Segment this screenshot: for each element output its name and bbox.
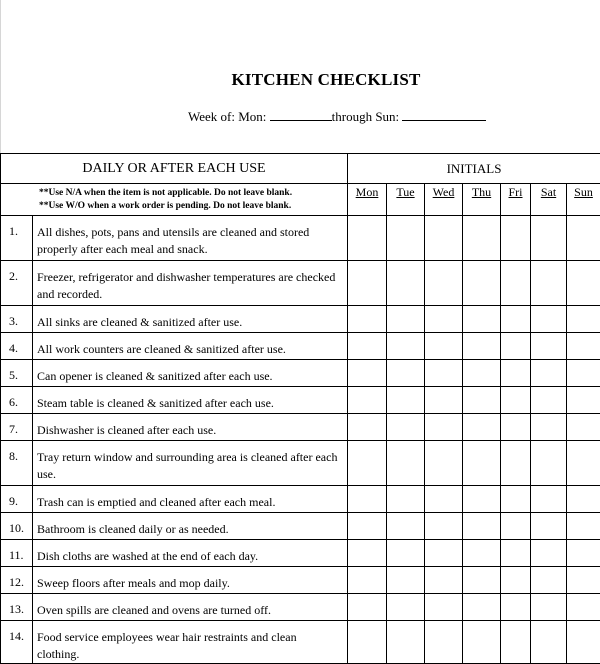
initials-cell-sun[interactable] bbox=[567, 333, 600, 360]
table-row bbox=[1, 216, 600, 261]
initials-cell-tue[interactable] bbox=[387, 540, 425, 567]
initials-cell-wed[interactable] bbox=[425, 306, 463, 333]
initials-cell-wed[interactable] bbox=[425, 621, 463, 664]
initials-cell-sat[interactable] bbox=[531, 594, 567, 621]
initials-cell-mon[interactable] bbox=[348, 216, 387, 261]
task-description: All work counters are cleaned & sanitized after use. bbox=[33, 333, 348, 360]
initials-cell-sun[interactable] bbox=[567, 621, 600, 664]
initials-cell-mon[interactable] bbox=[348, 387, 387, 414]
note-wo: **Use W/O when a work order is pending. Do not leave blank. bbox=[39, 200, 343, 213]
initials-cell-tue[interactable] bbox=[387, 387, 425, 414]
initials-cell-wed[interactable] bbox=[425, 486, 463, 513]
initials-cell-sat[interactable] bbox=[531, 360, 567, 387]
table-row bbox=[1, 333, 600, 360]
initials-cell-wed[interactable] bbox=[425, 567, 463, 594]
initials-cell-thu[interactable] bbox=[463, 621, 501, 664]
daily-header: DAILY OR AFTER EACH USE bbox=[1, 154, 348, 184]
initials-cell-sat[interactable] bbox=[531, 216, 567, 261]
initials-cell-tue[interactable] bbox=[387, 333, 425, 360]
day-header-wed: Wed bbox=[425, 184, 463, 216]
initials-cell-fri[interactable] bbox=[501, 486, 531, 513]
initials-cell-tue[interactable] bbox=[387, 594, 425, 621]
week-of-label: Week of: Mon: bbox=[188, 109, 266, 124]
initials-cell-sun[interactable] bbox=[567, 414, 600, 441]
initials-cell-sat[interactable] bbox=[531, 621, 567, 664]
initials-cell-sat[interactable] bbox=[531, 486, 567, 513]
initials-cell-thu[interactable] bbox=[463, 333, 501, 360]
row-number: 12. bbox=[1, 567, 33, 594]
note-na: **Use N/A when the item is not applicable. Do not leave blank. bbox=[39, 187, 343, 200]
initials-header: INITIALS bbox=[348, 154, 600, 184]
initials-cell-tue[interactable] bbox=[387, 621, 425, 664]
task-description: Freezer, refrigerator and dishwasher temperatures are checked and recorded. bbox=[33, 261, 348, 306]
initials-cell-fri[interactable] bbox=[501, 513, 531, 540]
table-row bbox=[1, 261, 600, 306]
table-row bbox=[1, 360, 600, 387]
initials-cell-tue[interactable] bbox=[387, 441, 425, 486]
initials-cell-sun[interactable] bbox=[567, 387, 600, 414]
initials-cell-thu[interactable] bbox=[463, 360, 501, 387]
initials-cell-sat[interactable] bbox=[531, 261, 567, 306]
initials-cell-fri[interactable] bbox=[501, 540, 531, 567]
initials-cell-thu[interactable] bbox=[463, 594, 501, 621]
task-description: Dishwasher is cleaned after each use. bbox=[33, 414, 348, 441]
row-number: 1. bbox=[1, 216, 33, 261]
initials-cell-mon[interactable] bbox=[348, 414, 387, 441]
initials-cell-fri[interactable] bbox=[501, 333, 531, 360]
task-description: Oven spills are cleaned and ovens are turned off. bbox=[33, 594, 348, 621]
row-number: 13. bbox=[1, 594, 33, 621]
initials-cell-fri[interactable] bbox=[501, 387, 531, 414]
initials-cell-sat[interactable] bbox=[531, 513, 567, 540]
initials-cell-sat[interactable] bbox=[531, 441, 567, 486]
row-number: 14. bbox=[1, 621, 33, 664]
row-number: 2. bbox=[1, 261, 33, 306]
initials-cell-tue[interactable] bbox=[387, 261, 425, 306]
table-row bbox=[1, 306, 600, 333]
task-description: Sweep floors after meals and mop daily. bbox=[33, 567, 348, 594]
initials-cell-fri[interactable] bbox=[501, 360, 531, 387]
task-description: All sinks are cleaned & sanitized after use. bbox=[33, 306, 348, 333]
through-label: through Sun: bbox=[332, 109, 400, 124]
initials-cell-mon[interactable] bbox=[348, 621, 387, 664]
table-row bbox=[1, 441, 600, 486]
initials-cell-thu[interactable] bbox=[463, 306, 501, 333]
initials-cell-mon[interactable] bbox=[348, 513, 387, 540]
initials-cell-mon[interactable] bbox=[348, 540, 387, 567]
initials-cell-mon[interactable] bbox=[348, 567, 387, 594]
day-header-sat: Sat bbox=[531, 184, 567, 216]
table-row bbox=[1, 594, 600, 621]
table-row bbox=[1, 513, 600, 540]
initials-cell-sat[interactable] bbox=[531, 306, 567, 333]
initials-cell-sun[interactable] bbox=[567, 360, 600, 387]
initials-cell-thu[interactable] bbox=[463, 567, 501, 594]
initials-cell-thu[interactable] bbox=[463, 387, 501, 414]
checklist-table bbox=[0, 153, 600, 664]
initials-cell-thu[interactable] bbox=[463, 441, 501, 486]
initials-cell-thu[interactable] bbox=[463, 486, 501, 513]
task-description: Can opener is cleaned & sanitized after each use. bbox=[33, 360, 348, 387]
week-start-field[interactable] bbox=[270, 109, 332, 121]
initials-cell-thu[interactable] bbox=[463, 540, 501, 567]
initials-cell-tue[interactable] bbox=[387, 306, 425, 333]
initials-cell-fri[interactable] bbox=[501, 441, 531, 486]
row-number: 3. bbox=[1, 306, 33, 333]
document-title: KITCHEN CHECKLIST bbox=[0, 70, 600, 90]
row-number: 9. bbox=[1, 486, 33, 513]
initials-cell-sat[interactable] bbox=[531, 567, 567, 594]
initials-cell-sat[interactable] bbox=[531, 540, 567, 567]
initials-cell-mon[interactable] bbox=[348, 306, 387, 333]
initials-cell-sun[interactable] bbox=[567, 261, 600, 306]
row-number: 10. bbox=[1, 513, 33, 540]
initials-cell-sun[interactable] bbox=[567, 513, 600, 540]
week-of-line bbox=[188, 109, 486, 125]
task-description: Steam table is cleaned & sanitized after each use. bbox=[33, 387, 348, 414]
initials-cell-wed[interactable] bbox=[425, 360, 463, 387]
initials-cell-wed[interactable] bbox=[425, 513, 463, 540]
initials-cell-mon[interactable] bbox=[348, 360, 387, 387]
initials-cell-sun[interactable] bbox=[567, 567, 600, 594]
initials-cell-wed[interactable] bbox=[425, 216, 463, 261]
initials-cell-sun[interactable] bbox=[567, 540, 600, 567]
initials-cell-tue[interactable] bbox=[387, 360, 425, 387]
table-row bbox=[1, 567, 600, 594]
initials-cell-mon[interactable] bbox=[348, 333, 387, 360]
table-row bbox=[1, 486, 600, 513]
task-description: Dish cloths are washed at the end of each day. bbox=[33, 540, 348, 567]
initials-cell-tue[interactable] bbox=[387, 513, 425, 540]
initials-cell-fri[interactable] bbox=[501, 567, 531, 594]
task-description: Tray return window and surrounding area is cleaned after each use. bbox=[33, 441, 348, 486]
initials-cell-tue[interactable] bbox=[387, 216, 425, 261]
table-row bbox=[1, 414, 600, 441]
initials-cell-sun[interactable] bbox=[567, 486, 600, 513]
initials-cell-fri[interactable] bbox=[501, 261, 531, 306]
initials-cell-tue[interactable] bbox=[387, 567, 425, 594]
task-description: All dishes, pots, pans and utensils are cleaned and stored properly after each meal and snack. bbox=[33, 216, 348, 261]
task-rows bbox=[1, 216, 600, 664]
initials-cell-wed[interactable] bbox=[425, 387, 463, 414]
initials-cell-mon[interactable] bbox=[348, 441, 387, 486]
table-header-row bbox=[1, 154, 600, 184]
initials-cell-sat[interactable] bbox=[531, 414, 567, 441]
initials-cell-thu[interactable] bbox=[463, 261, 501, 306]
usage-notes bbox=[1, 184, 348, 216]
days-row bbox=[1, 184, 600, 216]
table-row bbox=[1, 540, 600, 567]
initials-cell-tue[interactable] bbox=[387, 486, 425, 513]
day-header-sun: Sun bbox=[567, 184, 600, 216]
initials-cell-fri[interactable] bbox=[501, 216, 531, 261]
initials-cell-sat[interactable] bbox=[531, 387, 567, 414]
day-header-fri: Fri bbox=[501, 184, 531, 216]
table-row bbox=[1, 387, 600, 414]
initials-cell-fri[interactable] bbox=[501, 594, 531, 621]
initials-cell-sun[interactable] bbox=[567, 441, 600, 486]
task-description: Trash can is emptied and cleaned after each meal. bbox=[33, 486, 348, 513]
initials-cell-fri[interactable] bbox=[501, 621, 531, 664]
task-description: Bathroom is cleaned daily or as needed. bbox=[33, 513, 348, 540]
initials-cell-thu[interactable] bbox=[463, 216, 501, 261]
initials-cell-sat[interactable] bbox=[531, 333, 567, 360]
day-header-mon: Mon bbox=[348, 184, 387, 216]
initials-cell-tue[interactable] bbox=[387, 414, 425, 441]
initials-cell-wed[interactable] bbox=[425, 261, 463, 306]
initials-cell-wed[interactable] bbox=[425, 540, 463, 567]
row-number: 6. bbox=[1, 387, 33, 414]
task-description: Food service employees wear hair restraints and clean clothing. bbox=[33, 621, 348, 664]
initials-cell-sun[interactable] bbox=[567, 594, 600, 621]
initials-cell-mon[interactable] bbox=[348, 261, 387, 306]
initials-cell-sun[interactable] bbox=[567, 306, 600, 333]
initials-cell-thu[interactable] bbox=[463, 513, 501, 540]
initials-cell-thu[interactable] bbox=[463, 414, 501, 441]
initials-cell-mon[interactable] bbox=[348, 486, 387, 513]
initials-cell-wed[interactable] bbox=[425, 414, 463, 441]
initials-cell-wed[interactable] bbox=[425, 441, 463, 486]
initials-cell-wed[interactable] bbox=[425, 333, 463, 360]
row-number: 11. bbox=[1, 540, 33, 567]
row-number: 4. bbox=[1, 333, 33, 360]
table-row bbox=[1, 621, 600, 664]
row-number: 5. bbox=[1, 360, 33, 387]
initials-cell-fri[interactable] bbox=[501, 414, 531, 441]
initials-cell-mon[interactable] bbox=[348, 594, 387, 621]
day-header-thu: Thu bbox=[463, 184, 501, 216]
initials-cell-wed[interactable] bbox=[425, 594, 463, 621]
initials-cell-fri[interactable] bbox=[501, 306, 531, 333]
initials-cell-sun[interactable] bbox=[567, 216, 600, 261]
day-header-tue: Tue bbox=[387, 184, 425, 216]
row-number: 7. bbox=[1, 414, 33, 441]
row-number: 8. bbox=[1, 441, 33, 486]
week-end-field[interactable] bbox=[402, 109, 486, 121]
